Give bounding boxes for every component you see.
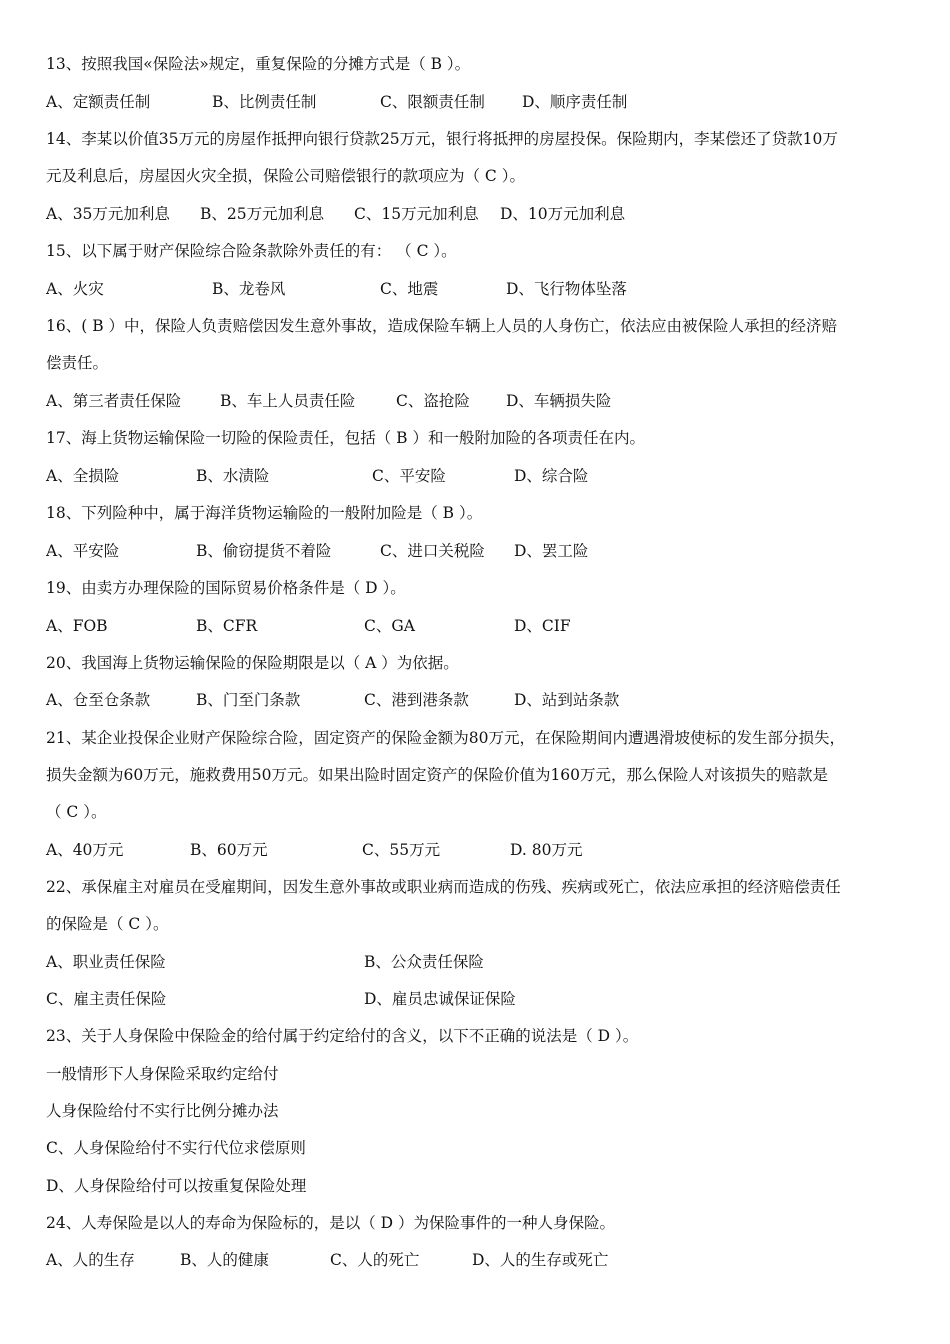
- question-13-stem: 13、按照我国«保险法»规定，重复保险的分摊方式是（ B ）。: [46, 55, 471, 73]
- option-d: D、站到站条款: [514, 691, 620, 709]
- question-21-options: [46, 838, 904, 862]
- question-16-stem-line-2: 偿责任。: [46, 354, 109, 372]
- option-c: C、进口关税险: [380, 542, 485, 560]
- question-14-stem-line-2: 元及利息后，房屋因火灾全损，保险公司赔偿银行的款项应为（ C ）。: [46, 167, 525, 185]
- option-a: A、平安险: [46, 542, 120, 560]
- option-c: C、盗抢险: [396, 392, 470, 410]
- question-23-option-b: 人身保险给付不实行比例分摊办法: [46, 1102, 279, 1120]
- question-20-options: [46, 688, 904, 712]
- option-c: C、人的死亡: [330, 1251, 420, 1269]
- question-24-options: [46, 1248, 904, 1272]
- option-b: B、公众责任保险: [364, 953, 484, 971]
- option-d: D、罢工险: [514, 542, 589, 560]
- question-15-stem: 15、以下属于财产保险综合险条款除外责任的有： （ C ）。: [46, 242, 457, 260]
- option-d: D、雇员忠诚保证保险: [364, 990, 516, 1008]
- question-16-options: [46, 389, 904, 413]
- question-19-stem: 19、由卖方办理保险的国际贸易价格条件是（ D ）。: [46, 579, 406, 597]
- question-22-options-row-1: [46, 950, 904, 974]
- option-c: C、港到港条款: [364, 691, 469, 709]
- option-c: C、限额责任制: [380, 93, 485, 111]
- question-20-stem: 20、我国海上货物运输保险的保险期限是以（ A ）为依据。: [46, 654, 459, 672]
- option-c: C、15万元加利息: [354, 205, 479, 223]
- question-23-stem: 23、关于人身保险中保险金的给付属于约定给付的含义，以下不正确的说法是（ D ）。: [46, 1027, 639, 1045]
- question-24-stem: 24、人寿保险是以人的寿命为保险标的，是以（ D ）为保险事件的一种人身保险。: [46, 1214, 616, 1232]
- option-d: D、CIF: [514, 617, 571, 635]
- question-15-options: [46, 277, 904, 301]
- option-d: D、车辆损失险: [506, 392, 612, 410]
- option-c: C、GA: [364, 617, 415, 635]
- option-b: B、比例责任制: [212, 93, 317, 111]
- option-a: A、火灾: [46, 280, 104, 298]
- question-23-option-c: C、人身保险给付不实行代位求偿原则: [46, 1139, 306, 1157]
- question-16-stem-line-1: 16、( B ）中，保险人负责赔偿因发生意外事故，造成保险车辆上人员的人身伤亡，依法应由被保险人承担的经济赔: [46, 317, 838, 335]
- question-21-stem-line-1: 21、某企业投保企业财产保险综合险，固定资产的保险金额为80万元，在保险期间内遭遇滑坡使标的发生部分损失，: [46, 729, 845, 747]
- option-b: B、CFR: [196, 617, 258, 635]
- question-14-stem-line-1: 14、李某以价值35万元的房屋作抵押向银行贷款25万元，银行将抵押的房屋投保。保险期内，李某偿还了贷款10万: [46, 130, 838, 148]
- option-c: C、地震: [380, 280, 439, 298]
- option-d: D、顺序责任制: [522, 93, 628, 111]
- option-a: A、仓至仓条款: [46, 691, 151, 709]
- option-d: D、飞行物体坠落: [506, 280, 627, 298]
- question-17-options: [46, 464, 904, 488]
- option-d: D. 80万元: [510, 841, 583, 859]
- option-a: A、40万元: [46, 841, 124, 859]
- question-18-stem: 18、下列险种中，属于海洋货物运输险的一般附加险是（ B ）。: [46, 504, 483, 522]
- option-a: A、全损险: [46, 467, 120, 485]
- question-21-stem-line-2: 损失金额为60万元，施救费用50万元。如果出险时固定资产的保险价值为160万元，那么保险人对该损失的赔款是: [46, 766, 829, 784]
- option-b: B、水渍险: [196, 467, 270, 485]
- option-b: B、龙卷风: [212, 280, 286, 298]
- question-13-options: [46, 90, 904, 114]
- question-17-stem: 17、海上货物运输保险一切险的保险责任，包括（ B ）和一般附加险的各项责任在内。: [46, 429, 645, 447]
- question-22-stem-line-2: 的保险是（ C ）。: [46, 915, 169, 933]
- option-a: A、FOB: [46, 617, 108, 635]
- option-a: A、第三者责任保险: [46, 392, 182, 410]
- option-c: C、平安险: [372, 467, 446, 485]
- question-14-options: [46, 202, 904, 226]
- question-18-options: [46, 539, 904, 563]
- option-c: C、55万元: [362, 841, 441, 859]
- option-d: D、综合险: [514, 467, 589, 485]
- question-23-option-a: 一般情形下人身保险采取约定给付: [46, 1065, 279, 1083]
- option-b: B、60万元: [190, 841, 268, 859]
- question-23-option-d: D、人身保险给付可以按重复保险处理: [46, 1177, 307, 1195]
- question-22-options-row-2: [46, 987, 904, 1011]
- question-22-stem-line-1: 22、承保雇主对雇员在受雇期间，因发生意外事故或职业病而造成的伤残、疾病或死亡，依法应承担的经济赔偿责任: [46, 878, 841, 896]
- question-21-stem-line-3: （ C ）。: [46, 803, 107, 821]
- option-b: B、车上人员责任险: [220, 392, 356, 410]
- question-19-options: [46, 614, 904, 638]
- option-c: C、雇主责任保险: [46, 990, 167, 1008]
- option-d: D、人的生存或死亡: [472, 1251, 609, 1269]
- option-a: A、定额责任制: [46, 93, 151, 111]
- option-b: B、人的健康: [180, 1251, 269, 1269]
- option-a: A、人的生存: [46, 1251, 135, 1269]
- option-b: B、偷窃提货不着险: [196, 542, 332, 560]
- option-d: D、10万元加利息: [500, 205, 626, 223]
- option-b: B、25万元加利息: [200, 205, 325, 223]
- option-a: A、35万元加利息: [46, 205, 170, 223]
- option-b: B、门至门条款: [196, 691, 301, 709]
- option-a: A、职业责任保险: [46, 953, 166, 971]
